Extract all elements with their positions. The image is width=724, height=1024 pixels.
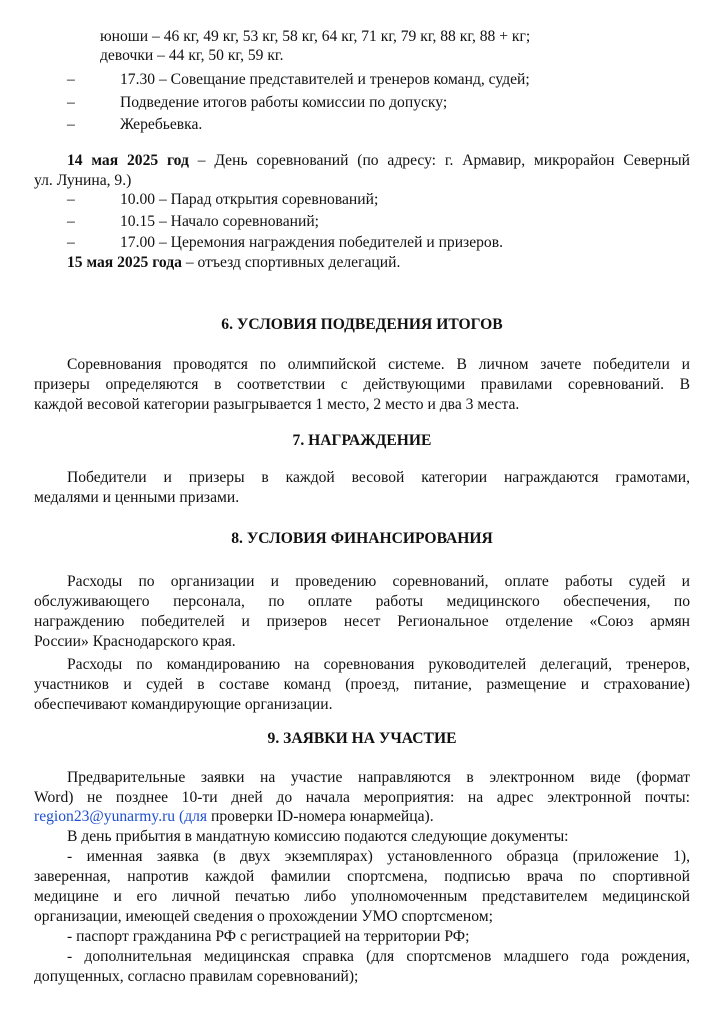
day14-date: 14 мая 2025 год <box>67 152 189 169</box>
list-item: 17.00 – Церемония награждения победителей и призеров. <box>120 234 503 251</box>
paragraph-line: организации, имеющей сведения о прохождении УМО спортсменом; <box>34 908 493 925</box>
list-dash: – <box>67 71 75 88</box>
paragraph-line: заверенная, напротив каждой фамилии спортсмена, подписью врача по спортивной <box>34 868 690 885</box>
paragraph-line: медалями и ценными призами. <box>34 489 240 506</box>
day15-line <box>67 252 400 273</box>
paragraph-line: Предварительные заявки на участие направляются в электронном виде (формат <box>67 769 690 786</box>
list-dash: – <box>67 94 75 111</box>
email-link[interactable]: region23@yunarmy.ru <box>34 808 176 825</box>
paragraph-line: допущенных, согласно правилам соревнований); <box>34 968 359 985</box>
day14-address: ул. Лунина, 9.) <box>34 172 132 189</box>
paragraph-line <box>34 806 434 827</box>
paragraph-line: участников и судей в составе команд (проезд, питание, размещение и страхование) <box>34 676 690 693</box>
paragraph-line: - паспорт гражданина РФ с регистрацией на территории РФ; <box>67 928 470 945</box>
weight-boys: юноши – 46 кг, 49 кг, 53 кг, 58 кг, 64 кг, 71 кг, 79 кг, 88 кг, 88 + кг; <box>100 28 531 45</box>
day15-date: 15 мая 2025 года <box>67 254 182 271</box>
link-rest: проверки ID-номера юнармейца). <box>207 808 434 825</box>
list-item: Жеребьевка. <box>120 116 203 133</box>
paragraph-line: награждению победителей и призеров несет Региональное отделение «Союз армян <box>34 613 690 630</box>
list-dash: – <box>67 191 75 208</box>
paragraph-line: медицине и его личной печатью либо уполномоченным представителем медицинской <box>34 888 690 905</box>
list-dash: – <box>67 116 75 133</box>
section-7-title: 7. НАГРАЖДЕНИЕ <box>292 432 432 449</box>
day14-line <box>67 150 690 171</box>
list-item: Подведение итогов работы комиссии по допуску; <box>120 94 448 111</box>
paragraph-line: обслуживающего персонала, по оплате работы медицинского обеспечения, по <box>34 593 690 610</box>
paragraph-line: Расходы по командированию на соревнования руководителей делегаций, тренеров, <box>67 656 690 673</box>
paragraph-line: Соревнования проводятся по олимпийской системе. В личном зачете победители и <box>67 356 690 373</box>
paragraph-line: Расходы по организации и проведению соревнований, оплате работы судей и <box>67 573 690 590</box>
paragraph-line: В день прибытия в мандатную комиссию подаются следующие документы: <box>67 828 569 845</box>
list-item: 10.00 – Парад открытия соревнований; <box>120 191 379 208</box>
section-6-title: 6. УСЛОВИЯ ПОДВЕДЕНИЯ ИТОГОВ <box>221 316 503 333</box>
list-item: 10.15 – Начало соревнований; <box>120 213 320 230</box>
weight-girls: девочки – 44 кг, 50 кг, 59 кг. <box>100 47 284 64</box>
list-dash: – <box>67 213 75 230</box>
section-9-title: 9. ЗАЯВКИ НА УЧАСТИЕ <box>267 730 457 747</box>
paragraph-line: - именная заявка (в двух экземплярах) установленного образца (приложение 1), <box>67 848 690 865</box>
paragraph-line: Победители и призеры в каждой весовой категории награждаются грамотами, <box>67 469 690 486</box>
paragraph-line: каждой весовой категории разыгрывается 1 место, 2 место и два 3 места. <box>34 396 520 413</box>
paragraph-line: обеспечивают командирующие организации. <box>34 696 333 713</box>
day14-text: – День соревнований (по адресу: г. Армавир, микрорайон Северный <box>188 152 690 169</box>
link-tail[interactable]: (для <box>175 808 208 825</box>
paragraph-line: - дополнительная медицинская справка (для спортсменов младшего года рождения, <box>67 948 690 965</box>
day15-text: – отъезд спортивных делегаций. <box>181 254 401 271</box>
paragraph-line: Word) не позднее 10-ти дней до начала мероприятия: на адрес электронной почты: <box>34 789 690 806</box>
list-item: 17.30 – Совещание представителей и тренеров команд, судей; <box>120 71 530 88</box>
paragraph-line: призеры определяются в соответствии с действующими правилами соревнований. В <box>34 376 690 393</box>
list-dash: – <box>67 234 75 251</box>
section-8-title: 8. УСЛОВИЯ ФИНАНСИРОВАНИЯ <box>231 530 493 547</box>
paragraph-line: России» Краснодарского края. <box>34 633 236 650</box>
